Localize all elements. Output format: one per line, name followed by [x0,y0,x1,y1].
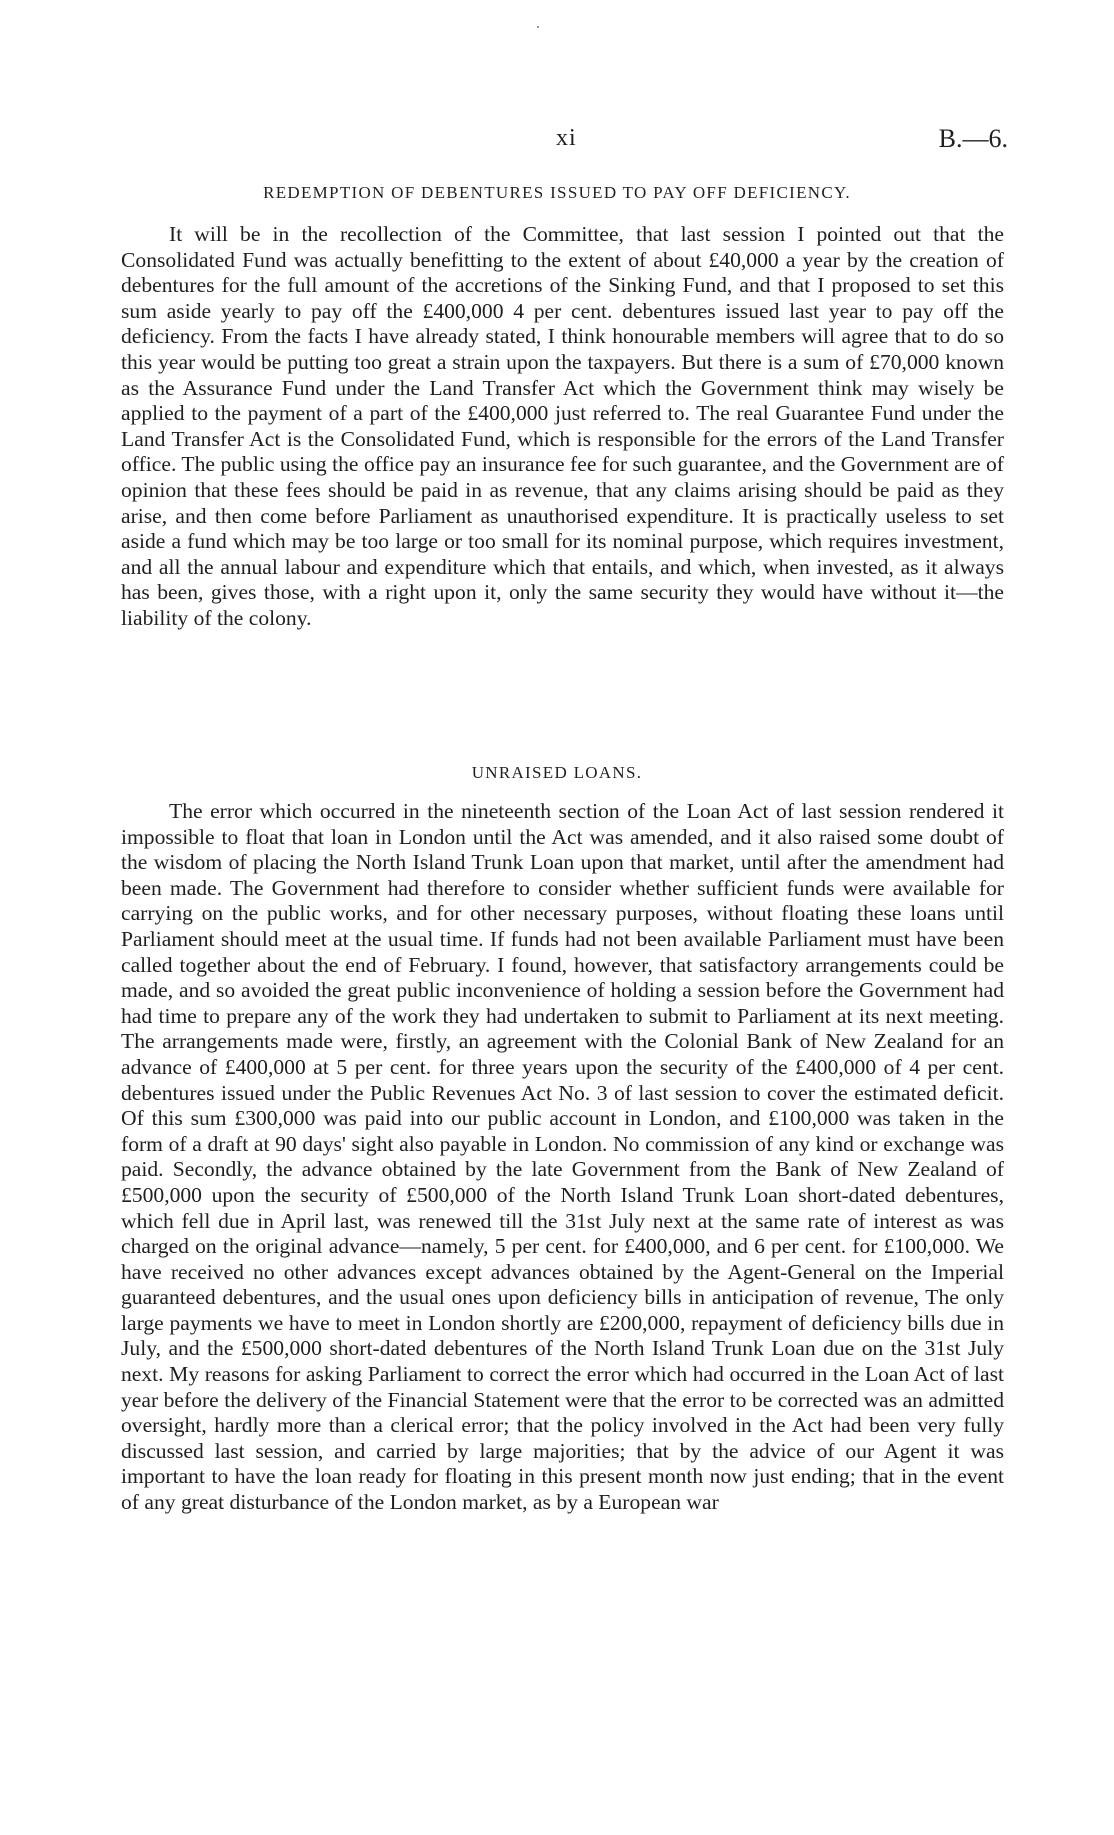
paragraph-unraised-loans: The error which occurred in the nineteenth section of the Loan Act of last session rendered it impossible to float that loan in London until the Act was amended, and it also raised some doubt of the wisdom of placing the North Island Trunk Loan upon that market, until after the amendment had been made. The Government had therefore to consider whether sufficient funds were available for carrying on the public works, and for other necessary purposes, without floating these loans until Parliament should meet at the usual time. If funds had not been available Parliament must have been called together about the end of February. I found, however, that satisfactory arrangements could be made, and so avoided the great public inconvenience of holding a session before the Government had had time to prepare any of the work they had undertaken to submit to Parliament at its next meeting. The arrangements made were, firstly, an agreement with the Colonial Bank of New Zealand for an advance of £400,000 at 5 per cent. for three years upon the security of the £400,000 of 4 per cent. debentures issued under the Public Revenues Act No. 3 of last session to cover the estimated deficit. Of this sum £300,000 was paid into our public account in London, and £100,000 was taken in the form of a draft at 90 days' sight also payable in London. No commission of any kind or exchange was paid. Secondly, the advance obtained by the late Government from the Bank of New Zealand of £500,000 upon the security of £500,000 of the North Island Trunk Loan short-dated debentures, which fell due in April last, was renewed till the 31st July next at the same rate of interest as was charged on the original advance—namely, 5 per cent. for £400,000, and 6 per cent. for £100,000. We have received no other advances except advances obtained by the Agent-General on the Imperial guaranteed debentures, and the usual ones upon deficiency bills in anticipation of revenue, The only large payments we have to meet in London shortly are £200,000, repayment of deficiency bills due in July, and the £500,000 short-dated debentures of the North Island Trunk Loan due on the 31st July next. My reasons for asking Parliament to correct the error which had occurred in the Loan Act of last year before the delivery of the Financial Statement were that the error to be corrected was an admitted oversight, hardly more than a clerical error; that the policy involved in the Act had been very fully discussed last session, and carried by large majorities; that by the advice of our Agent it was important to have the loan ready for floating in this present month now just ending; that in the event of any great disturbance of the London market, as by a European war [121,799,1004,1515]
section-heading-unraised-loans: UNRAISED LOANS. [471,763,643,782]
document-code: B.—6. [938,124,1008,153]
page-speck [537,26,539,28]
page-folio: xi [556,125,577,151]
section-heading-redemption: REDEMPTION OF DEBENTURES ISSUED TO PAY OFF DEFICIENCY. [263,183,851,202]
paragraph-redemption: It will be in the recollection of the Committee, that last session I pointed out that the Consolidated Fund was actually benefitting to the extent of about £40,000 a year by the creation of debentures for the full amount of the accretions of the Sinking Fund, and that I proposed to set this sum aside yearly to pay off the £400,000 4 per cent. debentures issued last year to pay off the deficiency. From the facts I have already stated, I think honourable members will agree that to do so this year would be putting too great a strain upon the taxpayers. But there is a sum of £70,000 known as the Assurance Fund under the Land Transfer Act which the Government think may wisely be applied to the payment of a part of the £400,000 just referred to. The real Guarantee Fund under the Land Transfer Act is the Consolidated Fund, which is responsible for the errors of the Land Transfer office. The public using the office pay an insurance fee for such guarantee, and the Government are of opinion that these fees should be paid in as revenue, that any claims arising should be paid as they arise, and then come before Parliament as unauthorised expenditure. It is practically useless to set aside a fund which may be too large or too small for its nominal purpose, which requires investment, and all the annual labour and expenditure which that entails, and which, when invested, as it always has been, gives those, with a right upon it, only the same security they would have without it—the liability of the colony. [121,222,1004,630]
